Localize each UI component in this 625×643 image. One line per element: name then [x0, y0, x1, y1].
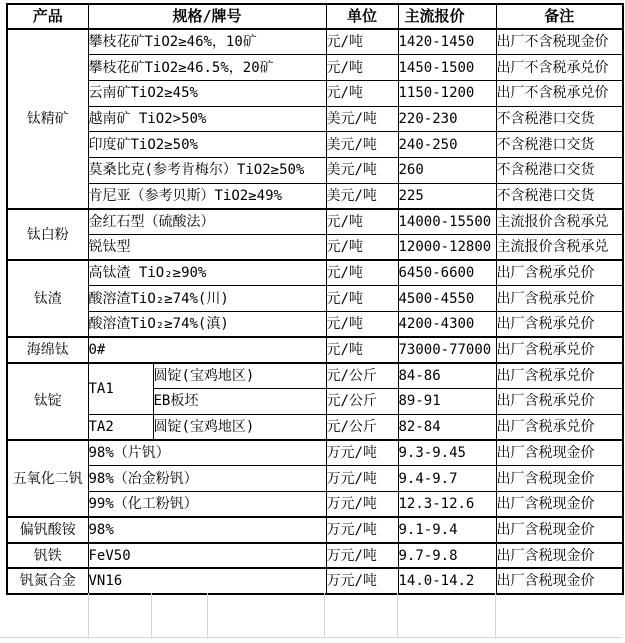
note-cell[interactable]: 出厂含税承兑价 [496, 260, 623, 286]
note-cell[interactable]: 出厂含税现金价 [496, 466, 623, 492]
product-cell[interactable]: 钒铁 [7, 543, 88, 569]
price-cell[interactable]: 12.3-12.6 [398, 491, 496, 517]
price-cell[interactable]: 1150-1200 [398, 80, 496, 106]
price-cell[interactable]: 1420-1450 [398, 29, 496, 55]
note-cell[interactable]: 出厂含税承兑价 [496, 337, 623, 363]
header-product[interactable]: 产品 [7, 4, 88, 29]
unit-cell[interactable]: 元/吨 [326, 235, 398, 261]
note-cell[interactable]: 出厂含税承兑价 [496, 363, 623, 389]
note-cell[interactable]: 出厂含税现金价 [496, 517, 623, 543]
unit-cell[interactable]: 元/吨 [326, 286, 398, 312]
spec-cell[interactable]: FeV50 [88, 543, 326, 569]
spec-cell[interactable]: 98% [88, 517, 326, 543]
spec-cell[interactable]: EB板坯 [153, 389, 326, 415]
price-cell[interactable]: 12000-12800 [398, 235, 496, 261]
product-cell[interactable]: 钒氮合金 [7, 568, 88, 594]
spec-cell[interactable]: VN16 [88, 568, 326, 594]
note-cell[interactable]: 出厂含税承兑价 [496, 414, 623, 440]
sheet-gridline-vertical [151, 593, 152, 637]
note-cell[interactable]: 出厂含税承兑价 [496, 312, 623, 338]
price-cell[interactable]: 4200-4300 [398, 312, 496, 338]
unit-cell[interactable]: 元/吨 [326, 29, 398, 55]
unit-cell[interactable]: 元/吨 [326, 80, 398, 106]
price-cell[interactable]: 260 [398, 157, 496, 183]
note-cell[interactable]: 出厂含税现金价 [496, 440, 623, 466]
price-cell[interactable]: 240-250 [398, 132, 496, 158]
table-row [7, 29, 623, 55]
sheet-gridline-vertical [495, 593, 496, 637]
unit-cell[interactable]: 元/吨 [326, 209, 398, 235]
spec-cell[interactable]: 金红石型（硫酸法） [88, 209, 326, 235]
table-row [7, 106, 623, 132]
header-note[interactable]: 备注 [496, 4, 623, 29]
table-row [7, 517, 623, 543]
note-cell[interactable]: 出厂含税现金价 [496, 491, 623, 517]
table-row [7, 132, 623, 158]
unit-cell[interactable]: 美元/吨 [326, 157, 398, 183]
note-cell[interactable]: 出厂含税承兑价 [496, 286, 623, 312]
sheet-gridline-vertical [88, 593, 89, 637]
unit-cell[interactable]: 万元/吨 [326, 517, 398, 543]
price-cell[interactable]: 225 [398, 183, 496, 209]
table-row [7, 80, 623, 106]
spec-cell[interactable]: 攀枝花矿TiO2≥46%，10矿 [88, 29, 326, 55]
note-cell[interactable]: 出厂不含税承兑价 [496, 55, 623, 81]
table-row [7, 568, 623, 594]
grade-cell[interactable]: TA1 [88, 363, 153, 414]
spec-cell[interactable]: 锐钛型 [88, 235, 326, 261]
table-row [7, 209, 623, 235]
spec-cell[interactable]: 99%（化工粉钒） [88, 491, 326, 517]
note-cell[interactable]: 主流报价含税承兑 [496, 209, 623, 235]
unit-cell[interactable]: 元/吨 [326, 55, 398, 81]
table-row [7, 414, 623, 440]
table-row [7, 363, 623, 389]
table-row [7, 235, 623, 261]
header-price[interactable]: 主流报价 [398, 4, 496, 29]
price-cell[interactable]: 9.4-9.7 [398, 466, 496, 492]
header-row [7, 4, 623, 29]
spec-cell[interactable]: 98%（冶金粉钒） [88, 466, 326, 492]
price-cell[interactable]: 6450-6600 [398, 260, 496, 286]
spec-cell[interactable]: 0# [88, 337, 326, 363]
price-cell[interactable]: 14000-15500 [398, 209, 496, 235]
unit-cell[interactable]: 美元/吨 [326, 183, 398, 209]
unit-cell[interactable]: 万元/吨 [326, 491, 398, 517]
price-cell[interactable]: 9.1-9.4 [398, 517, 496, 543]
unit-cell[interactable]: 美元/吨 [326, 132, 398, 158]
spec-cell[interactable]: 98%（片钒） [88, 440, 326, 466]
header-spec[interactable]: 规格/牌号 [88, 4, 326, 29]
unit-cell[interactable]: 元/公斤 [326, 414, 398, 440]
unit-cell[interactable]: 元/吨 [326, 312, 398, 338]
price-cell[interactable]: 4500-4550 [398, 286, 496, 312]
unit-cell[interactable]: 元/公斤 [326, 363, 398, 389]
table-row [7, 157, 623, 183]
unit-cell[interactable]: 万元/吨 [326, 568, 398, 594]
note-cell[interactable]: 出厂不含税现金价 [496, 29, 623, 55]
unit-cell[interactable]: 元/公斤 [326, 389, 398, 415]
note-cell[interactable]: 不含税港口交货 [496, 157, 623, 183]
price-cell[interactable]: 9.7-9.8 [398, 543, 496, 569]
price-cell[interactable]: 84-86 [398, 363, 496, 389]
note-cell[interactable]: 不含税港口交货 [496, 183, 623, 209]
unit-cell[interactable]: 万元/吨 [326, 440, 398, 466]
product-cell[interactable]: 钛精矿 [7, 29, 88, 209]
sheet-gridline-vertical [397, 593, 398, 637]
note-cell[interactable]: 出厂含税现金价 [496, 568, 623, 594]
spec-cell[interactable]: 莫桑比克(参考肯梅尔）TiO2≥50% [88, 157, 326, 183]
spec-cell[interactable]: 攀枝花矿TiO2≥46.5%，20矿 [88, 55, 326, 81]
product-cell[interactable]: 钛白粉 [7, 209, 88, 260]
unit-cell[interactable]: 元/吨 [326, 337, 398, 363]
note-cell[interactable]: 主流报价含税承兑 [496, 235, 623, 261]
note-cell[interactable]: 不含税港口交货 [496, 132, 623, 158]
spec-cell[interactable]: 越南矿 TiO2>50% [88, 106, 326, 132]
table-row [7, 312, 623, 338]
product-cell[interactable]: 五氧化二钒 [7, 440, 88, 517]
table-row [7, 491, 623, 517]
spec-cell[interactable]: 酸溶渣TiO₂≥74%(滇) [88, 312, 326, 338]
price-table [6, 3, 624, 595]
note-cell[interactable]: 出厂不含税承兑价 [496, 80, 623, 106]
spec-cell[interactable]: 圆锭(宝鸡地区) [153, 414, 326, 440]
unit-cell[interactable]: 美元/吨 [326, 106, 398, 132]
table-row [7, 543, 623, 569]
sheet-gridline-vertical [324, 593, 325, 637]
spec-cell[interactable]: 印度矿TiO2≥50% [88, 132, 326, 158]
spec-cell[interactable]: 圆锭(宝鸡地区) [153, 363, 326, 389]
price-cell[interactable]: 73000-77000 [398, 337, 496, 363]
spec-cell[interactable]: 云南矿TiO2≥45% [88, 80, 326, 106]
spec-cell[interactable]: 肯尼亚（参考贝斯）TiO2≥49% [88, 183, 326, 209]
spec-cell[interactable]: 酸溶渣TiO₂≥74%(川) [88, 286, 326, 312]
table-row [7, 440, 623, 466]
price-cell[interactable]: 1450-1500 [398, 55, 496, 81]
price-cell[interactable]: 220-230 [398, 106, 496, 132]
sheet-gridline-horizontal [0, 637, 622, 638]
product-cell[interactable]: 海绵钛 [7, 337, 88, 363]
grade-cell[interactable]: TA2 [88, 414, 153, 440]
note-cell[interactable]: 出厂含税承兑价 [496, 389, 623, 415]
price-cell[interactable]: 82-84 [398, 414, 496, 440]
price-cell[interactable]: 89-91 [398, 389, 496, 415]
price-cell[interactable]: 9.3-9.45 [398, 440, 496, 466]
spec-cell[interactable]: 高钛渣 TiO₂≥90% [88, 260, 326, 286]
price-cell[interactable]: 14.0-14.2 [398, 568, 496, 594]
table-row [7, 55, 623, 81]
table-row [7, 260, 623, 286]
unit-cell[interactable]: 元/吨 [326, 260, 398, 286]
header-unit[interactable]: 单位 [326, 4, 398, 29]
table-row [7, 183, 623, 209]
note-cell[interactable]: 出厂含税现金价 [496, 543, 623, 569]
sheet-gridline-vertical [207, 593, 208, 637]
product-cell[interactable]: 钛锭 [7, 363, 88, 440]
product-cell[interactable]: 钛渣 [7, 260, 88, 337]
unit-cell[interactable]: 万元/吨 [326, 543, 398, 569]
price-table-body [7, 29, 623, 594]
product-cell[interactable]: 偏钒酸铵 [7, 517, 88, 543]
table-row [7, 466, 623, 492]
table-row [7, 286, 623, 312]
table-row [7, 337, 623, 363]
unit-cell[interactable]: 万元/吨 [326, 466, 398, 492]
note-cell[interactable]: 不含税港口交货 [496, 106, 623, 132]
